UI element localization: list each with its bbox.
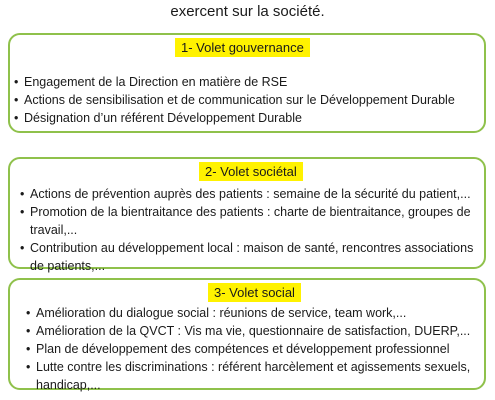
list-item xyxy=(22,358,484,394)
bullet-icon: • xyxy=(20,205,25,219)
list-item xyxy=(16,185,482,203)
governance-list xyxy=(10,73,480,127)
list-item-text: Promotion de la bientraitance des patients : charte de bientraitance, groupes de travail,... xyxy=(30,205,471,237)
bullet-icon: • xyxy=(26,324,31,338)
intro-text: exercent sur la société. xyxy=(170,3,325,20)
bullet-icon: • xyxy=(14,111,19,125)
list-item-text: Amélioration de la QVCT : Vis ma vie, questionnaire de satisfaction, DUERP,... xyxy=(36,324,471,338)
bullet-icon: • xyxy=(20,241,25,255)
list-item xyxy=(22,340,484,358)
bullet-icon: • xyxy=(20,187,25,201)
list-item-text: Plan de développement des compétences et développement professionnel xyxy=(36,342,450,356)
section-governance xyxy=(8,33,486,133)
list-item-text: Désignation d’un référent Développement Durable xyxy=(24,111,302,125)
section-societal xyxy=(8,157,486,273)
list-item-text: Actions de prévention auprès des patients : semaine de la sécurité du patient,... xyxy=(30,187,471,201)
section-title-governance: 1- Volet gouvernance xyxy=(175,38,310,57)
bullet-icon: • xyxy=(14,93,19,107)
societal-list xyxy=(16,185,482,275)
list-item-text: Amélioration du dialogue social : réunions de service, team work,... xyxy=(36,306,407,320)
section-title-social: 3- Volet social xyxy=(208,283,301,302)
list-item xyxy=(22,304,484,322)
bullet-icon: • xyxy=(14,75,19,89)
list-item xyxy=(10,91,480,109)
list-item-text: Engagement de la Direction en matière de RSE xyxy=(24,75,288,89)
section-social xyxy=(8,278,486,390)
list-item-text: Lutte contre les discriminations : référent harcèlement et agissements sexuels, handicap,... xyxy=(36,360,471,392)
bullet-icon: • xyxy=(26,360,31,374)
list-item xyxy=(22,322,484,340)
list-item xyxy=(16,239,482,275)
list-item xyxy=(10,109,480,127)
bullet-icon: • xyxy=(26,306,31,320)
list-item xyxy=(16,203,482,239)
social-list xyxy=(22,304,484,394)
list-item xyxy=(10,73,480,91)
bullet-icon: • xyxy=(26,342,31,356)
list-item-text: Contribution au développement local : maison de santé, rencontres associations de patients,... xyxy=(30,241,474,273)
list-item-text: Actions de sensibilisation et de communication sur le Développement Durable xyxy=(24,93,455,107)
section-title-societal: 2- Volet sociétal xyxy=(199,162,303,181)
